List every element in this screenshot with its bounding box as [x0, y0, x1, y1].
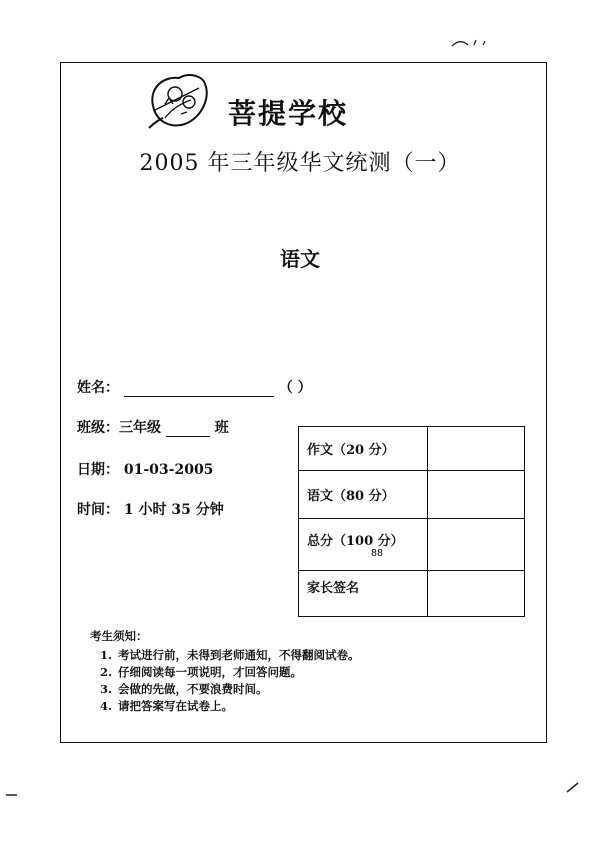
notice-title: 考生须知：: [90, 629, 148, 643]
score-table: [298, 426, 525, 617]
score-cell-language[interactable]: [428, 471, 525, 519]
date-value: 01-03-2005: [123, 462, 214, 478]
date-label: 日期：: [77, 462, 119, 478]
exam-title: 2005 年三年级华文统测（一）: [139, 151, 461, 176]
name-paren: （ ）: [278, 380, 312, 396]
score-cell-composition[interactable]: [428, 427, 525, 471]
scan-mark-top-right: [450, 36, 500, 50]
exam-time-row: [77, 499, 224, 519]
class-suffix: 班: [214, 420, 229, 436]
exam-date-row: [77, 459, 213, 479]
notice-item: 1. 考试进行前，未得到老师通知，不得翻阅试卷。: [116, 647, 360, 664]
school-name: 菩提学校: [228, 97, 349, 130]
score-cell-parent-signature[interactable]: [428, 571, 525, 617]
score-cell-total[interactable]: [428, 519, 525, 571]
score-label-total-cell: [299, 519, 428, 571]
notice-item: 3. 会做的先做，不要浪费时间。: [116, 681, 360, 698]
candidate-notice: [90, 628, 360, 715]
time-value: 1 小时 35 分钟: [123, 502, 224, 518]
name-blank[interactable]: [124, 380, 274, 397]
score-row-parent-signature: [299, 571, 525, 617]
time-label: 时间：: [77, 502, 119, 518]
school-logo-leaf-icon: [145, 70, 213, 132]
score-row-total: [299, 519, 525, 571]
scan-mark-bottom-right: [565, 780, 581, 794]
exam-subject: 语文: [280, 247, 320, 271]
scan-mark-left: [5, 792, 19, 798]
notice-list: [90, 647, 360, 715]
student-class-row: [77, 417, 229, 437]
name-label: 姓名：: [77, 380, 119, 396]
score-row-composition: [299, 427, 525, 471]
score-label-parent-signature: 家长签名: [299, 571, 428, 617]
notice-item: 4. 请把答案写在试卷上。: [116, 698, 360, 715]
score-label-total: 总分（100 分）: [307, 534, 404, 549]
notice-item: 2. 仔细阅读每一项说明，才回答问题。: [116, 664, 360, 681]
handwritten-score-note: 88: [371, 548, 384, 559]
class-label: 班级：三年级: [77, 420, 161, 436]
student-name-row: [77, 377, 312, 397]
class-blank[interactable]: [166, 420, 210, 437]
score-label-language: 语文（80 分）: [299, 471, 428, 519]
score-label-composition: 作文（20 分）: [299, 427, 428, 471]
score-row-language: [299, 471, 525, 519]
